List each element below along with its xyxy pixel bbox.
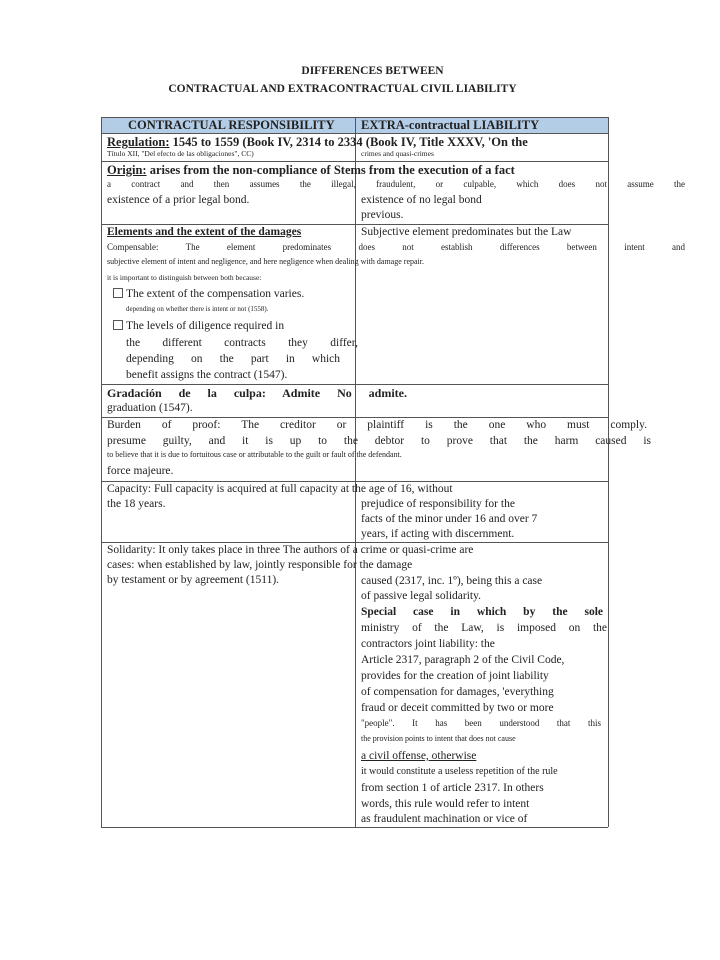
origin-label: Origin:	[107, 163, 147, 177]
solidarity-right-1: caused (2317, inc. 1º), being this a case	[361, 575, 543, 587]
solidarity-right-11: the provision points to intent that does not cause	[361, 734, 516, 743]
bullet-1-note: depending on whether there is intent or not (1558).	[126, 305, 269, 313]
capacity-line-4: years, if acting with discernment.	[361, 528, 515, 540]
solidarity-right-13: it would constitute a useless repetition of the rule	[361, 766, 558, 777]
origin-line-3-left: existence of a prior legal bond.	[107, 194, 250, 206]
solidarity-line-2: cases: when established by law, jointly responsible for the damage	[107, 559, 413, 571]
origin-line-2: a contract and then assumes the illegal, fraudulent, or culpable, which does not assume the	[107, 179, 685, 189]
burden-line-4: force majeure.	[107, 465, 174, 477]
elements-right-line-1: Subjective element predominates but the Law	[361, 226, 572, 238]
origin-line-4: previous.	[361, 209, 404, 221]
header-contractual: CONTRACTUAL RESPONSIBILITY	[128, 118, 335, 132]
origin-line-1	[107, 164, 601, 177]
solidarity-right-4: ministry of the Law, is imposed on the	[361, 622, 607, 634]
elements-line-3: subjective element of intent and negligence, and here negligence when dealing with damage repair.	[107, 257, 424, 266]
bullet-2-line-3: depending on the part in which	[126, 353, 340, 365]
capacity-line-3: facts of the minor under 16 and over 7	[361, 513, 538, 525]
graduation-line-2: graduation (1547).	[107, 402, 193, 414]
table-border-bottom	[101, 827, 608, 828]
table-border-left	[101, 117, 102, 827]
solidarity-right-3: Special case in which by the sole	[361, 606, 603, 618]
elements-line-4: it is important to distinguish between both because:	[107, 273, 262, 282]
checkbox-icon	[113, 320, 123, 330]
burden-line-1: Burden of proof: The creditor or plaintiff is the one who must comply.	[107, 419, 647, 431]
title-line-1: DIFFERENCES BETWEEN	[301, 65, 444, 77]
solidarity-right-5: contractors joint liability: the	[361, 638, 495, 650]
solidarity-right-9: fraud or deceit committed by two or more	[361, 702, 554, 714]
column-divider	[355, 117, 356, 827]
bullet-1: The extent of the compensation varies.	[126, 288, 305, 300]
elements-heading: Elements and the extent of the damages	[107, 226, 302, 238]
title-line-2: CONTRACTUAL AND EXTRACONTRACTUAL CIVIL LIABILITY	[168, 83, 517, 95]
bullet-2-line-1: The levels of diligence required in	[126, 320, 285, 332]
regulation-line-2-right: crimes and quasi-crimes	[361, 149, 434, 158]
solidarity-right-12: a civil offense, otherwise	[361, 750, 477, 762]
solidarity-right-2: of passive legal solidarity.	[361, 590, 481, 602]
solidarity-right-14: from section 1 of article 2317. In others	[361, 782, 544, 794]
checkbox-icon	[113, 288, 123, 298]
bullet-2-line-2: the different contracts they differ,	[126, 337, 358, 349]
regulation-line-1	[107, 136, 599, 149]
burden-line-3: to believe that it is due to fortuitous case or attributable to the guilt or fault of the defendant.	[107, 450, 402, 459]
solidarity-right-8: of compensation for damages, 'everything	[361, 686, 554, 698]
capacity-line-1: Capacity: Full capacity is acquired at full capacity at the age of 16, without	[107, 483, 453, 495]
regulation-text: 1545 to 1559 (Book IV, 2314 to 2334 (Book IV, Title XXXV, 'On the	[172, 135, 528, 149]
graduation-text: Gradación de la culpa: Admite No admite.	[107, 386, 407, 400]
origin-line-3-right: existence of no legal bond	[361, 194, 482, 206]
capacity-line-2-left: the 18 years.	[107, 498, 166, 510]
burden-line-2: presume guilty, and it is up to the debtor to prove that the harm caused is	[107, 435, 651, 447]
capacity-line-2-right: prejudice of responsibility for the	[361, 498, 515, 510]
table-border-right	[608, 117, 609, 827]
bullet-2-line-4: benefit assigns the contract (1547).	[126, 369, 288, 381]
solidarity-right-6: Article 2317, paragraph 2 of the Civil Code,	[361, 654, 565, 666]
solidarity-right-16: as fraudulent machination or vice of	[361, 813, 528, 825]
elements-line-2: Compensable: The element predominates does not establish differences between intent and	[107, 242, 685, 252]
header-extracontractual: EXTRA-contractual LIABILITY	[361, 118, 540, 132]
origin-text: arises from the non-compliance of Stems from the execution of a fact	[149, 163, 515, 177]
solidarity-line-1: Solidarity: It only takes place in three The authors of a crime or quasi-crime are	[107, 544, 474, 556]
regulation-line-2-left: Título XII, "Del efecto de las obligaciones", CC)	[107, 149, 254, 158]
graduation-line-1	[107, 386, 407, 400]
solidarity-right-10: "people". It has been understood that this	[361, 718, 601, 728]
solidarity-right-15: words, this rule would refer to intent	[361, 798, 530, 810]
regulation-label: Regulation:	[107, 135, 170, 149]
solidarity-right-7: provides for the creation of joint liability	[361, 670, 549, 682]
solidarity-line-3: by testament or by agreement (1511).	[107, 574, 280, 586]
